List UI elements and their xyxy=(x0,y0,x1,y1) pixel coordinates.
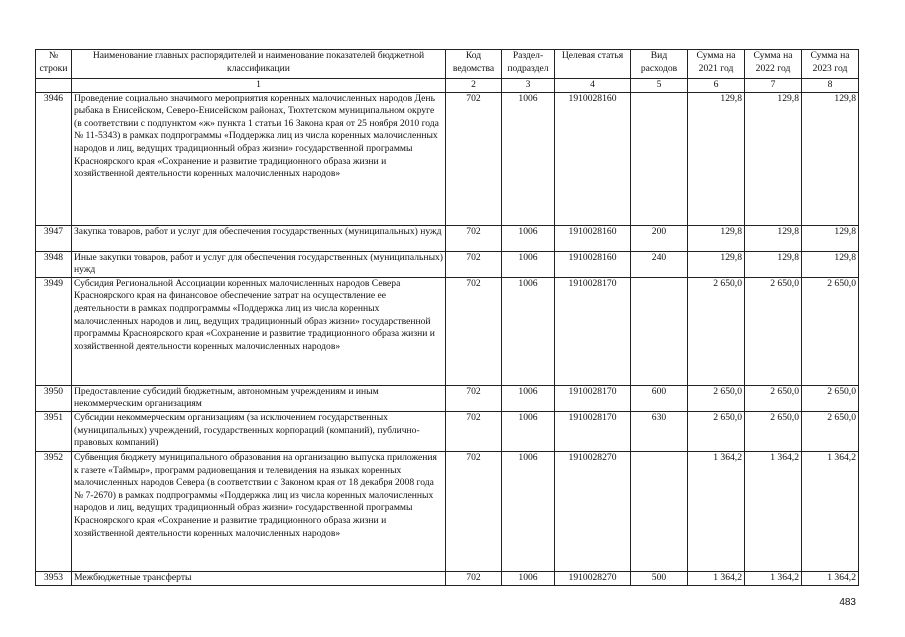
row-dept-code: 702 xyxy=(446,251,502,277)
column-number: 4 xyxy=(555,79,631,93)
row-number: 3950 xyxy=(36,385,72,411)
header-row-no: № строки xyxy=(36,50,72,79)
row-target: 1910028160 xyxy=(555,251,631,277)
header-section: Раздел-подраздел xyxy=(502,50,555,79)
row-sum-2021: 1 364,2 xyxy=(688,571,745,585)
row-expense-type: 600 xyxy=(631,385,688,411)
table-row xyxy=(36,411,859,451)
row-number: 3948 xyxy=(36,251,72,277)
budget-table xyxy=(35,49,859,586)
row-section: 1006 xyxy=(502,451,555,571)
row-sum-2021: 2 650,0 xyxy=(688,277,745,385)
table-row xyxy=(36,451,859,571)
header-name: Наименование главных распорядителей и наименование показателей бюджетной классификации xyxy=(72,50,446,79)
row-expense-type xyxy=(631,451,688,571)
table-row xyxy=(36,225,859,251)
row-section: 1006 xyxy=(502,92,555,225)
header-target: Целевая статья xyxy=(555,50,631,79)
header-sum-2023: Сумма на 2023 год xyxy=(802,50,859,79)
row-number: 3947 xyxy=(36,225,72,251)
row-sum-2022: 2 650,0 xyxy=(745,277,802,385)
row-section: 1006 xyxy=(502,571,555,585)
row-section: 1006 xyxy=(502,411,555,451)
row-sum-2023: 129,8 xyxy=(802,225,859,251)
row-name: Предоставление субсидий бюджетным, автономным учреждениям и иным некоммерческим организациям xyxy=(72,385,446,411)
row-dept-code: 702 xyxy=(446,411,502,451)
header-dept-code: Код ведомства xyxy=(446,50,502,79)
row-section: 1006 xyxy=(502,225,555,251)
table-row xyxy=(36,92,859,225)
column-number: 1 xyxy=(72,79,446,93)
row-dept-code: 702 xyxy=(446,92,502,225)
column-number-row xyxy=(36,79,859,93)
row-sum-2022: 129,8 xyxy=(745,251,802,277)
row-sum-2021: 129,8 xyxy=(688,225,745,251)
row-sum-2023: 129,8 xyxy=(802,92,859,225)
row-sum-2022: 129,8 xyxy=(745,92,802,225)
table-row xyxy=(36,251,859,277)
row-sum-2023: 2 650,0 xyxy=(802,277,859,385)
row-number: 3952 xyxy=(36,451,72,571)
row-dept-code: 702 xyxy=(446,385,502,411)
row-sum-2022: 2 650,0 xyxy=(745,385,802,411)
row-dept-code: 702 xyxy=(446,225,502,251)
row-sum-2021: 2 650,0 xyxy=(688,385,745,411)
row-sum-2023: 2 650,0 xyxy=(802,411,859,451)
row-number: 3949 xyxy=(36,277,72,385)
column-number xyxy=(36,79,72,93)
row-expense-type: 500 xyxy=(631,571,688,585)
table-row xyxy=(36,571,859,585)
row-dept-code: 702 xyxy=(446,277,502,385)
row-section: 1006 xyxy=(502,277,555,385)
header-sum-2021: Сумма на 2021 год xyxy=(688,50,745,79)
row-number: 3953 xyxy=(36,571,72,585)
row-number: 3951 xyxy=(36,411,72,451)
row-target: 1910028160 xyxy=(555,225,631,251)
row-sum-2021: 1 364,2 xyxy=(688,451,745,571)
header-expense-type: Вид расходов xyxy=(631,50,688,79)
row-name: Проведение социально значимого мероприятия коренных малочисленных народов День рыбака в Енисейском, Северо-Енисейском районах, Тюхтетском муниципальном округе (в соответствии с подпунктом «ж» пункта 1 статьи 16 Закона края от 25 ноября 2010 года № 11-5343) в рамках подпрограммы «Поддержка лиц из числа коренных малочисленных народов и лиц, ведущих традиционный образ жизни» государственной программы Красноярского края «Сохранение и развитие традиционного образа жизни и хозяйственной деятельности коренных малочисленных народов» xyxy=(72,92,446,225)
row-sum-2022: 1 364,2 xyxy=(745,571,802,585)
row-sum-2023: 2 650,0 xyxy=(802,385,859,411)
column-number: 6 xyxy=(688,79,745,93)
row-sum-2022: 129,8 xyxy=(745,225,802,251)
row-sum-2021: 129,8 xyxy=(688,92,745,225)
page-number: 483 xyxy=(839,597,856,608)
row-target: 1910028160 xyxy=(555,92,631,225)
row-expense-type xyxy=(631,277,688,385)
row-sum-2023: 1 364,2 xyxy=(802,451,859,571)
row-dept-code: 702 xyxy=(446,451,502,571)
table-row xyxy=(36,277,859,385)
row-target: 1910028170 xyxy=(555,411,631,451)
column-number: 5 xyxy=(631,79,688,93)
row-name: Субсидии некоммерческим организациям (за исключением государственных (муниципальных) учреждений, государственных корпораций (компаний), публично-правовых компаний) xyxy=(72,411,446,451)
column-number: 8 xyxy=(802,79,859,93)
row-expense-type: 240 xyxy=(631,251,688,277)
row-expense-type: 630 xyxy=(631,411,688,451)
header-row xyxy=(36,50,859,79)
row-number: 3946 xyxy=(36,92,72,225)
row-sum-2021: 129,8 xyxy=(688,251,745,277)
row-section: 1006 xyxy=(502,251,555,277)
row-name: Субвенция бюджету муниципального образования на организацию выпуска приложения к газете «Таймыр», программ радиовещания и телевидения на языках коренных малочисленных народов Севера (в соответствии с Законом края от 18 декабря 2008 года № 7-2670) в рамках подпрограммы «Поддержка лиц из числа коренных малочисленных народов и лиц, ведущих традиционный образ жизни» государственной программы Красноярского края «Сохранение и развитие традиционного образа жизни и хозяйственной деятельности коренных малочисленных народов» xyxy=(72,451,446,571)
row-expense-type: 200 xyxy=(631,225,688,251)
header-sum-2022: Сумма на 2022 год xyxy=(745,50,802,79)
row-dept-code: 702 xyxy=(446,571,502,585)
table-row xyxy=(36,385,859,411)
row-target: 1910028270 xyxy=(555,451,631,571)
row-sum-2021: 2 650,0 xyxy=(688,411,745,451)
row-name: Иные закупки товаров, работ и услуг для обеспечения государственных (муниципальных) нужд xyxy=(72,251,446,277)
row-target: 1910028270 xyxy=(555,571,631,585)
column-number: 7 xyxy=(745,79,802,93)
row-target: 1910028170 xyxy=(555,385,631,411)
row-sum-2023: 1 364,2 xyxy=(802,571,859,585)
row-section: 1006 xyxy=(502,385,555,411)
column-number: 2 xyxy=(446,79,502,93)
row-expense-type xyxy=(631,92,688,225)
row-name: Субсидия Региональной Ассоциации коренных малочисленных народов Севера Красноярского края на финансовое обеспечение затрат на осуществление ее деятельности в рамках подпрограммы «Поддержка лиц из числа коренных малочисленных народов и лиц, ведущих традиционный образ жизни» государственной программы Красноярского края «Сохранение и развитие традиционного образа жизни и хозяйственной деятельности коренных малочисленных народов» xyxy=(72,277,446,385)
row-name: Межбюджетные трансферты xyxy=(72,571,446,585)
row-sum-2023: 129,8 xyxy=(802,251,859,277)
column-number: 3 xyxy=(502,79,555,93)
row-target: 1910028170 xyxy=(555,277,631,385)
row-name: Закупка товаров, работ и услуг для обеспечения государственных (муниципальных) нужд xyxy=(72,225,446,251)
row-sum-2022: 1 364,2 xyxy=(745,451,802,571)
row-sum-2022: 2 650,0 xyxy=(745,411,802,451)
